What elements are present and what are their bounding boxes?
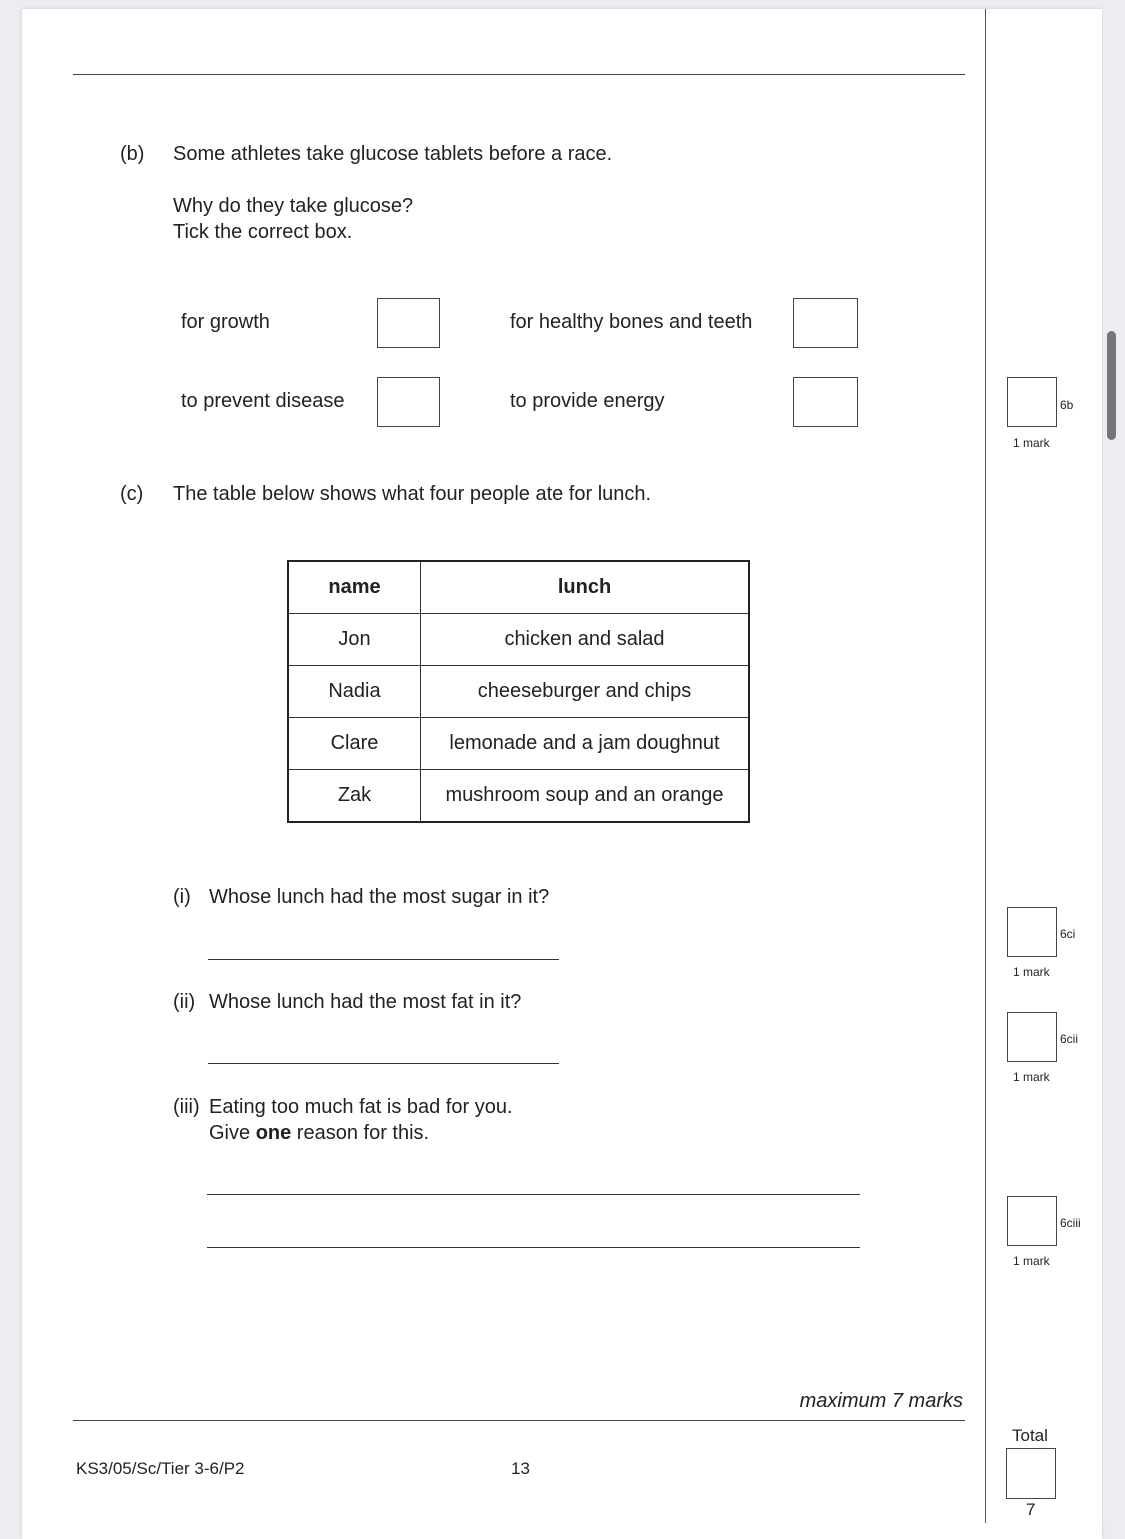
mark-code-6b: 6b — [1060, 398, 1074, 412]
instruction-post: reason for this. — [291, 1122, 430, 1144]
scrollbar-track[interactable] — [1103, 0, 1125, 1523]
cell-name: Zak — [288, 770, 421, 823]
table-row — [288, 770, 749, 823]
option-label-prevent-disease: to prevent disease — [181, 390, 345, 412]
table-row — [288, 666, 749, 718]
answer-line-ii[interactable] — [208, 1063, 559, 1064]
mark-label-6cii: 1 mark — [1013, 1070, 1050, 1084]
sub-iii-instruction — [209, 1120, 429, 1146]
answer-line-iii-1[interactable] — [207, 1194, 860, 1195]
tick-box-growth[interactable] — [377, 298, 440, 348]
cell-lunch: mushroom soup and an orange — [421, 770, 750, 823]
part-b-instruction: Tick the correct box. — [173, 221, 353, 243]
part-b-intro: Some athletes take glucose tablets before a race. — [173, 143, 613, 165]
page-number: 13 — [511, 1459, 530, 1478]
sub-ii-question: Whose lunch had the most fat in it? — [209, 991, 522, 1013]
answer-line-i[interactable] — [208, 959, 559, 960]
instruction-pre: Give — [209, 1122, 256, 1144]
cell-lunch: lemonade and a jam doughnut — [421, 718, 750, 770]
table-header-row — [288, 561, 749, 614]
total-box — [1006, 1448, 1056, 1499]
sub-ii-label: (ii) — [173, 991, 196, 1013]
tick-box-prevent-disease[interactable] — [377, 377, 440, 427]
maximum-marks: maximum 7 marks — [799, 1390, 963, 1412]
mark-label-6ciii: 1 mark — [1013, 1254, 1050, 1268]
table-row — [288, 614, 749, 666]
part-b-question: Why do they take glucose? — [173, 195, 414, 217]
marking-margin-divider — [985, 9, 986, 1523]
total-label: Total — [1012, 1426, 1048, 1445]
cell-name: Nadia — [288, 666, 421, 718]
instruction-bold: one — [255, 1122, 292, 1144]
cell-name: Clare — [288, 718, 421, 770]
option-label-growth: for growth — [181, 311, 270, 333]
mark-code-6ciii: 6ciii — [1060, 1216, 1081, 1230]
cell-lunch: cheeseburger and chips — [421, 666, 750, 718]
mark-label-6ci: 1 mark — [1013, 965, 1050, 979]
mark-box-6ciii — [1007, 1196, 1057, 1246]
answer-line-iii-2[interactable] — [207, 1247, 860, 1248]
paper-code: KS3/05/Sc/Tier 3-6/P2 — [76, 1459, 245, 1478]
tick-box-bones-teeth[interactable] — [793, 298, 858, 348]
table-row — [288, 718, 749, 770]
header-lunch: lunch — [421, 561, 750, 614]
mark-box-6b — [1007, 377, 1057, 427]
sub-i-question: Whose lunch had the most sugar in it? — [209, 886, 550, 908]
part-b-label: (b) — [120, 143, 145, 165]
total-max: 7 — [1026, 1500, 1036, 1519]
bottom-rule — [73, 1420, 965, 1421]
mark-label-6b: 1 mark — [1013, 436, 1050, 450]
top-rule — [73, 74, 965, 75]
cell-name: Jon — [288, 614, 421, 666]
mark-box-6ci — [1007, 907, 1057, 957]
mark-code-6ci: 6ci — [1060, 927, 1076, 941]
mark-box-6cii — [1007, 1012, 1057, 1062]
lunch-table — [287, 560, 750, 823]
option-label-provide-energy: to provide energy — [510, 390, 665, 412]
sub-iii-label: (iii) — [173, 1096, 200, 1118]
header-name: name — [288, 561, 421, 614]
mark-code-6cii: 6cii — [1060, 1032, 1079, 1046]
tick-box-provide-energy[interactable] — [793, 377, 858, 427]
part-c-label: (c) — [120, 483, 144, 505]
sub-i-label: (i) — [173, 886, 191, 908]
cell-lunch: chicken and salad — [421, 614, 750, 666]
part-c-intro: The table below shows what four people ate for lunch. — [173, 483, 652, 505]
sub-iii-question: Eating too much fat is bad for you. — [209, 1096, 513, 1118]
option-label-bones-teeth: for healthy bones and teeth — [510, 311, 753, 333]
scrollbar-thumb[interactable] — [1107, 331, 1116, 440]
